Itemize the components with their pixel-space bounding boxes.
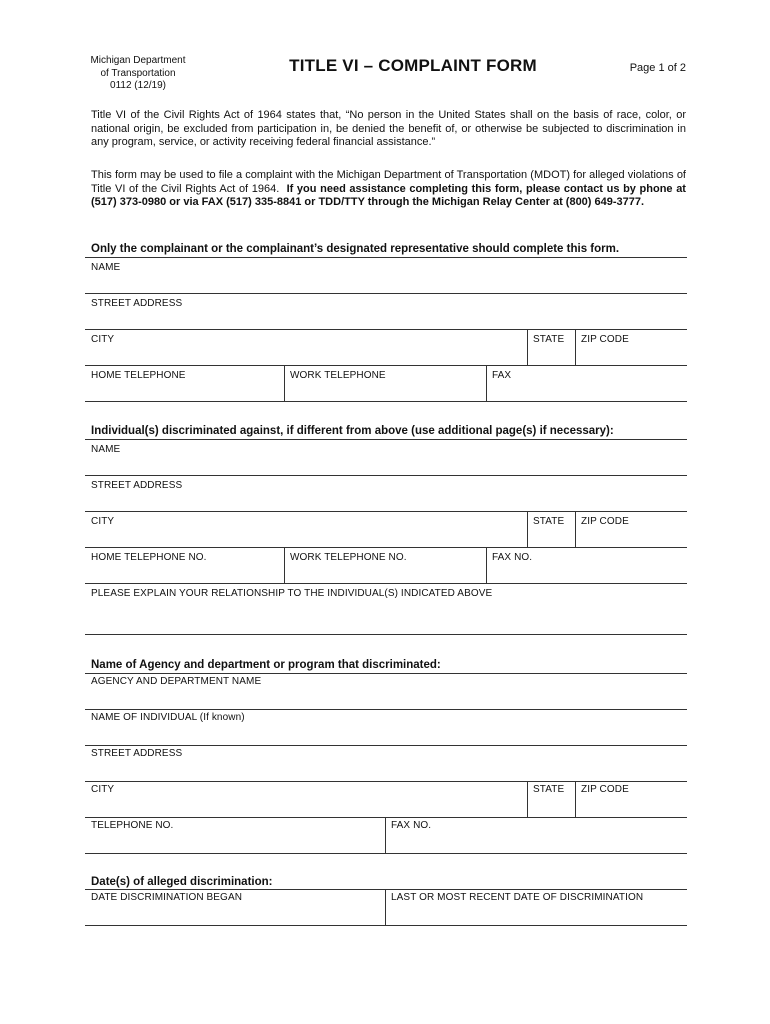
individual-section-heading: Individual(s) discriminated against, if different from above (use additional page(s) if necessary): [91, 425, 614, 437]
complainant-city-field[interactable] [85, 329, 527, 365]
complainant-street-field[interactable] [85, 293, 687, 329]
complainant-zip-field[interactable] [575, 329, 687, 365]
individual-fax-field[interactable] [486, 547, 687, 583]
date-last-field[interactable] [385, 889, 687, 925]
date-began-label: DATE DISCRIMINATION BEGAN [91, 892, 243, 903]
dates-section-heading: Date(s) of alleged discrimination: [91, 876, 273, 888]
agency-individual-name-field[interactable] [85, 709, 687, 745]
relationship-label: PLEASE EXPLAIN YOUR RELATIONSHIP TO THE INDIVIDUAL(S) INDICATED ABOVE [91, 588, 493, 599]
agency-fax-label: FAX NO. [391, 820, 432, 831]
agency-street-label: STREET ADDRESS [91, 748, 183, 759]
individual-fax-label: FAX NO. [492, 552, 533, 563]
intro-paragraph-2-text: This form may be used to file a complaint with the Michigan Department of Transportation (MDOT) for alleged violations of Title VI of the Civil Rights Act of 1964. [91, 169, 686, 195]
divider [85, 401, 687, 402]
agency-name-label: AGENCY AND DEPARTMENT NAME [91, 676, 262, 687]
agency-name-line2: of Transportation [100, 67, 176, 79]
complainant-home-phone-label: HOME TELEPHONE [91, 370, 186, 381]
individual-home-phone-field[interactable] [85, 547, 284, 583]
complainant-zip-label: ZIP CODE [581, 334, 629, 345]
date-last-label: LAST OR MOST RECENT DATE OF DISCRIMINATION [391, 892, 644, 903]
complainant-street-label: STREET ADDRESS [91, 298, 183, 309]
page-number: Page 1 of 2 [629, 62, 686, 74]
individual-work-phone-field[interactable] [284, 547, 486, 583]
agency-state-label: STATE [533, 784, 565, 795]
individual-home-phone-label: HOME TELEPHONE NO. [91, 552, 207, 563]
form-title: TITLE VI – COMPLAINT FORM [289, 56, 537, 75]
individual-state-label: STATE [533, 516, 565, 527]
agency-state-field[interactable] [527, 781, 575, 817]
form-number: 0112 (12/19) [110, 80, 166, 91]
agency-block [88, 55, 188, 93]
relationship-field[interactable] [85, 583, 687, 634]
individual-street-field[interactable] [85, 475, 687, 511]
agency-section-heading: Name of Agency and department or program that discriminated: [91, 659, 441, 671]
complainant-name-label: NAME [91, 262, 121, 273]
divider [85, 853, 687, 854]
complainant-fax-label: FAX [492, 370, 512, 381]
agency-city-label: CITY [91, 784, 115, 795]
complainant-fax-field[interactable] [486, 365, 687, 401]
divider [85, 925, 687, 926]
agency-individual-name-label: NAME OF INDIVIDUAL (If known) [91, 712, 245, 723]
agency-phone-field[interactable] [85, 817, 385, 853]
agency-name-line1: Michigan Department [90, 55, 186, 66]
complainant-state-field[interactable] [527, 329, 575, 365]
agency-city-field[interactable] [85, 781, 527, 817]
individual-street-label: STREET ADDRESS [91, 480, 183, 491]
complainant-work-phone-label: WORK TELEPHONE [290, 370, 386, 381]
intro-paragraph-2 [91, 169, 686, 210]
assistance-contact-text: If you need assistance completing this form, please contact us by phone at (517) 373-0980 or via FAX (517) 335-8841 or TDD/TTY through the Michigan Relay Center at (800) 649-3777. [91, 182, 686, 208]
complainant-state-label: STATE [533, 334, 565, 345]
individual-state-field[interactable] [527, 511, 575, 547]
individual-city-label: CITY [91, 516, 115, 527]
divider [85, 634, 687, 635]
agency-name-field[interactable] [85, 673, 687, 709]
intro-paragraph-1: Title VI of the Civil Rights Act of 1964 states that, “No person in the United States shall on the basis of race, color, or national origin, be excluded from participation in, be denied the benefit of, or otherwise be subjected to discrimination in any program, service, or activity receiving federal financial assistance.” [91, 109, 686, 148]
complainant-work-phone-field[interactable] [284, 365, 486, 401]
agency-zip-label: ZIP CODE [581, 784, 629, 795]
individual-zip-label: ZIP CODE [581, 516, 629, 527]
individual-city-field[interactable] [85, 511, 527, 547]
complainant-home-phone-field[interactable] [85, 365, 284, 401]
agency-fax-field[interactable] [385, 817, 687, 853]
individual-work-phone-label: WORK TELEPHONE NO. [290, 552, 407, 563]
complainant-name-field[interactable] [85, 257, 687, 293]
individual-name-field[interactable] [85, 439, 687, 475]
date-began-field[interactable] [85, 889, 385, 925]
individual-name-label: NAME [91, 444, 121, 455]
agency-zip-field[interactable] [575, 781, 687, 817]
individual-zip-field[interactable] [575, 511, 687, 547]
complainant-section-heading: Only the complainant or the complainant’s designated representative should complete this form. [91, 243, 620, 255]
agency-phone-label: TELEPHONE NO. [91, 820, 174, 831]
complainant-city-label: CITY [91, 334, 115, 345]
agency-street-field[interactable] [85, 745, 687, 781]
